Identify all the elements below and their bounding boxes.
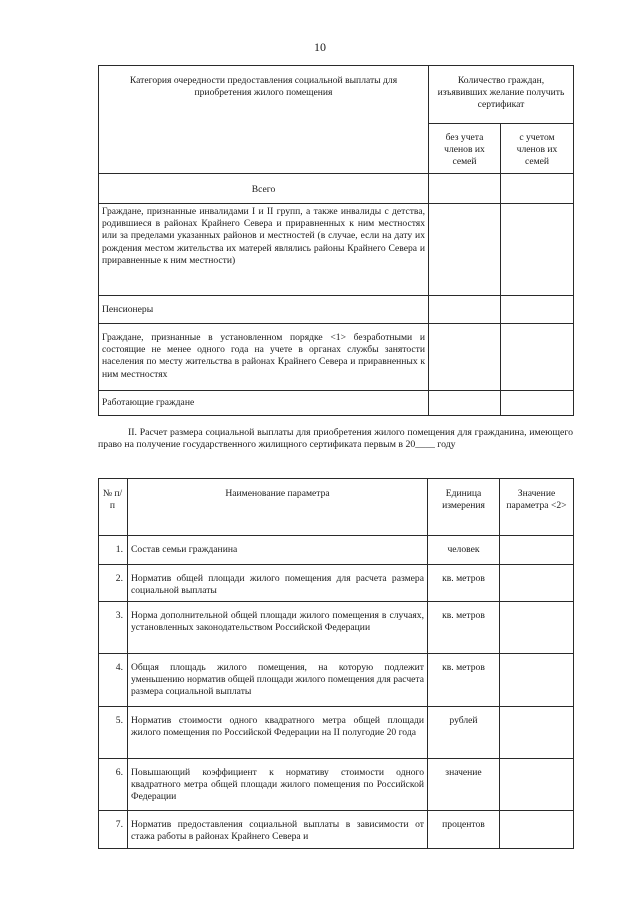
- row-value: [500, 654, 574, 707]
- cell-empty: [429, 391, 501, 416]
- row-unit: рублей: [428, 707, 500, 759]
- cell-empty: [501, 296, 574, 324]
- row-unit: кв. метров: [428, 602, 500, 654]
- table-calculation-parameters: [98, 478, 574, 849]
- row-working-label: Работающие граждане: [99, 391, 429, 416]
- row-unit: кв. метров: [428, 654, 500, 707]
- row-value: [500, 707, 574, 759]
- row-parameter-name: Состав семьи гражданина: [128, 536, 428, 565]
- row-unemployed-label: Граждане, признанные в установленном порядке <1> безработными и состоящие не менее одного года на учете в органах службы занятости населения по месту жительства в районах Крайнего Севера и приравненных к ним местностях: [99, 324, 429, 391]
- row-parameter-name: Общая площадь жилого помещения, на которую подлежит уменьшению норматив общей площади жилого помещения для расчета размера социальной выплаты: [128, 654, 428, 707]
- subheader-without-family: без учета членов их семей: [429, 124, 501, 174]
- cell-empty: [429, 174, 501, 204]
- row-parameter-name: Норма дополнительной общей площади жилого помещения в случаях, установленных законодательством Российской Федерации: [128, 602, 428, 654]
- row-unit: процентов: [428, 811, 500, 849]
- row-parameter-name: Повышающий коэффициент к нормативу стоимости одного квадратного метра общей площади жилого помещения по Российской Федерации: [128, 759, 428, 811]
- subheader-with-family: с учетом членов их семей: [501, 124, 574, 174]
- cell-empty: [501, 204, 574, 296]
- header-number: № п/п: [99, 479, 128, 536]
- row-number: 5.: [99, 707, 128, 759]
- row-value: [500, 602, 574, 654]
- cell-empty: [429, 204, 501, 296]
- row-number: 7.: [99, 811, 128, 849]
- cell-empty: [429, 296, 501, 324]
- row-parameter-name: Норматив общей площади жилого помещения для расчета размера социальной выплаты: [128, 565, 428, 602]
- row-value: [500, 811, 574, 849]
- section-2-title: II. Расчет размера социальной выплаты для приобретения жилого помещения для гражданина, имеющего право на получение государственного жилищного сертификата первым в 20____ году: [98, 427, 573, 451]
- row-parameter-name: Норматив предоставления социальной выплаты в зависимости от стажа работы в районах Крайнего Севера и: [128, 811, 428, 849]
- row-total-label: Всего: [99, 174, 429, 204]
- table-queue-categories: [98, 65, 574, 416]
- cell-empty: [501, 324, 574, 391]
- row-value: [500, 565, 574, 602]
- row-value: [500, 759, 574, 811]
- row-unit: кв. метров: [428, 565, 500, 602]
- row-number: 1.: [99, 536, 128, 565]
- page-number: 10: [314, 40, 326, 54]
- cell-empty: [429, 324, 501, 391]
- row-parameter-name: Норматив стоимости одного квадратного метра общей площади жилого помещения по Российской Федерации на II полугодие 20 года: [128, 707, 428, 759]
- cell-empty: [501, 391, 574, 416]
- row-number: 4.: [99, 654, 128, 707]
- header-category: Категория очередности предоставления социальной выплаты для приобретения жилого помещения: [99, 66, 429, 174]
- header-unit: Единица измерения: [428, 479, 500, 536]
- header-value: Значение параметра <2>: [500, 479, 574, 536]
- row-value: [500, 536, 574, 565]
- row-disabled-label: Граждане, признанные инвалидами I и II групп, а также инвалиды с детства, родившиеся в районах Крайнего Севера и приравненных к ним местностях или за пределами указанных районов и местностей (в случае, если на дату их рождения местом жительства их матерей являлись районы Крайнего Севера и приравненные к ним местности): [99, 204, 429, 296]
- row-unit: человек: [428, 536, 500, 565]
- row-number: 2.: [99, 565, 128, 602]
- row-unit: значение: [428, 759, 500, 811]
- header-parameter-name: Наименование параметра: [128, 479, 428, 536]
- header-count: Количество граждан, изъявивших желание получить сертификат: [429, 66, 574, 124]
- cell-empty: [501, 174, 574, 204]
- row-number: 6.: [99, 759, 128, 811]
- row-pensioners-label: Пенсионеры: [99, 296, 429, 324]
- row-number: 3.: [99, 602, 128, 654]
